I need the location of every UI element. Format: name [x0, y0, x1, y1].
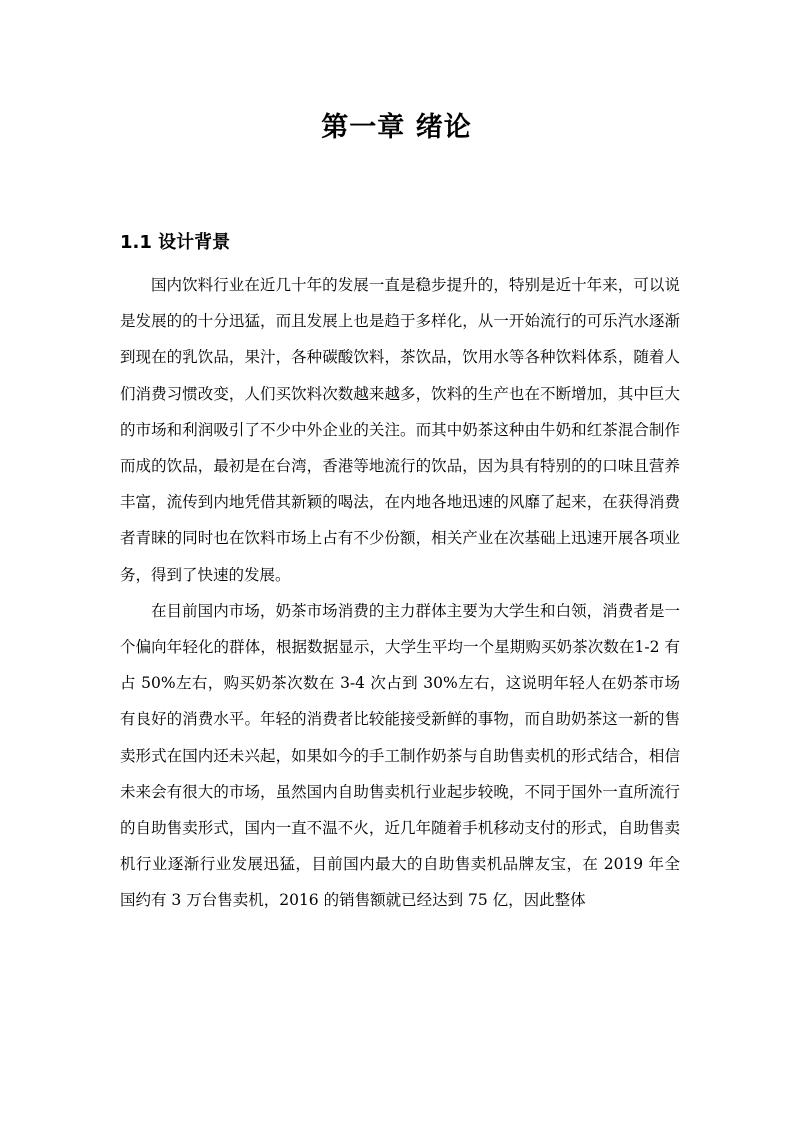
paragraph-background-2: 在目前国内市场，奶茶市场消费的主力群体主要为大学生和白领，消费者是一个偏向年轻化的群体，根据数据显示，大学生平均一个星期购买奶茶次数在1-2 有占 50%左右，购买奶茶次数在 3-4 次占到 30%左右，这说明年轻人在奶茶市场有良好的消费水平。年轻的消费者比较能接受新鲜的事物，而自助奶茶这一新的售卖形式在国内还未兴起，如果如今的手工制作奶茶与自助售卖机的形式结合，相信未来会有很大的市场，虽然国内自助售卖机行业起步较晚，不同于国外一直所流行的自助售卖形式，国内一直不温不火，近几年随着手机移动支付的形式，自助售卖机行业逐渐行业发展迅猛，目前国内最大的自助售卖机品牌友宝，在 2019 年全国约有 3 万台售卖机，2016 的销售额就已经达到 75 亿，因此整体	[120, 601, 680, 910]
chapter-title: 第一章 绪论	[321, 112, 472, 143]
section-body	[120, 267, 680, 919]
section-heading: 1.1 设计背景	[120, 232, 231, 253]
paragraph-background-1: 国内饮料行业在近几十年的发展一直是稳步提升的，特别是近十年来，可以说是发展的的十分迅猛，而且发展上也是趋于多样化，从一开始流行的可乐汽水逐渐到现在的乳饮品，果汁，各种碳酸饮料，茶饮品，饮用水等各种饮料体系，随着人们消费习惯改变，人们买饮料次数越来越多，饮料的生产也在不断增加，其中巨大的市场和利润吸引了不少中外企业的关注。而其中奶茶这种由牛奶和红茶混合制作而成的饮品，最初是在台湾，香港等地流行的饮品，因为具有特别的的口味且营养丰富，流传到内地凭借其新颖的喝法，在内地各地迅速的风靡了起来，在获得消费者青睐的同时也在饮料市场上占有不少份额，相关产业在次基础上迅速开展各项业务，得到了快速的发展。	[120, 276, 680, 584]
